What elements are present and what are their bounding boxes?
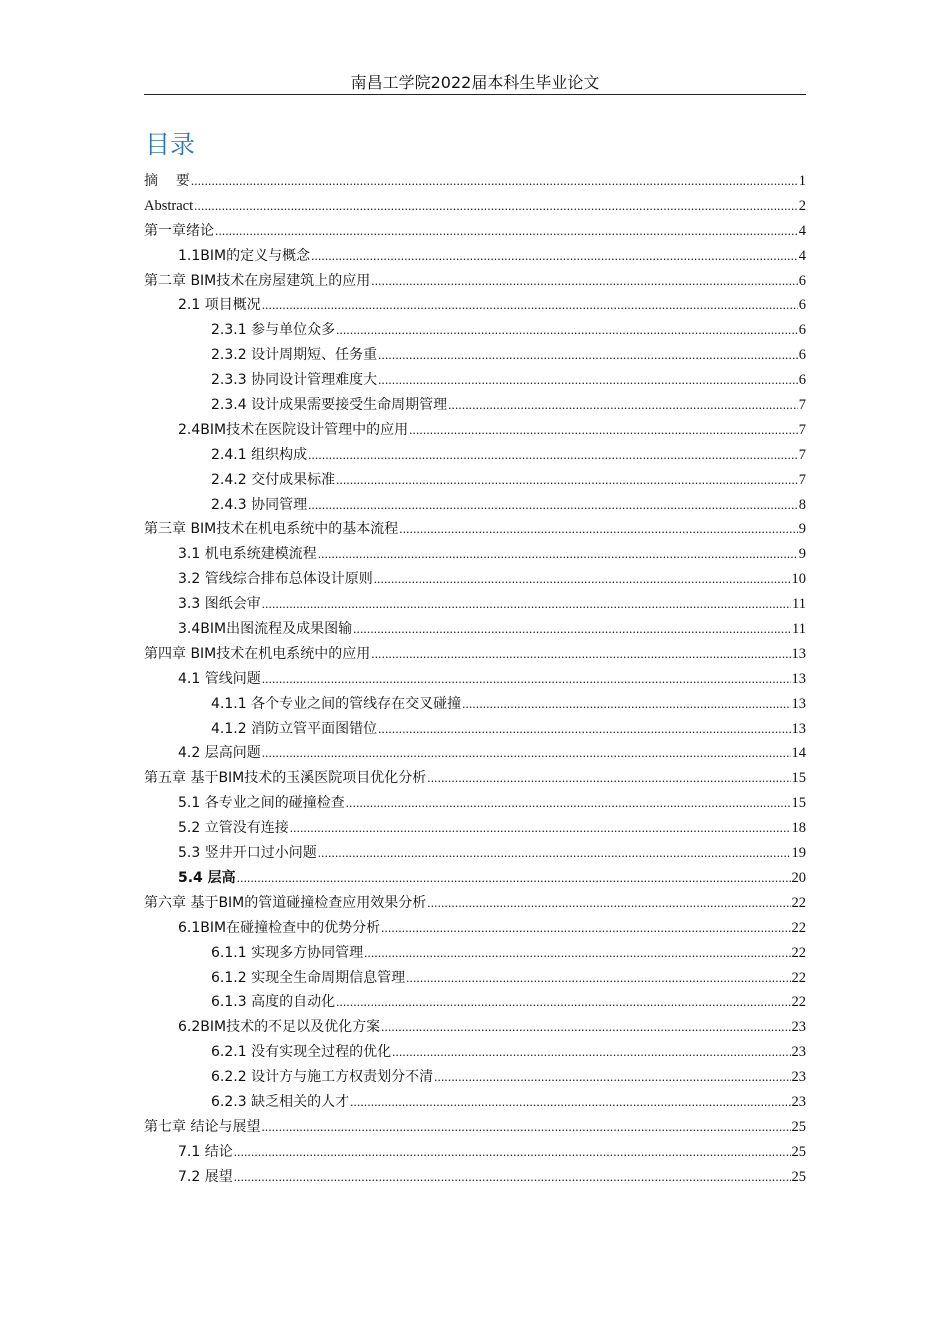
toc-page-number: 14 <box>791 745 806 762</box>
toc-leader-dots <box>336 468 798 493</box>
toc-entry[interactable] <box>144 443 806 468</box>
toc-entry[interactable] <box>144 1040 806 1065</box>
toc-page-number: 13 <box>791 645 806 662</box>
toc-leader-dots <box>378 717 790 742</box>
toc-entry-label: 2.4.1 组织构成 <box>211 446 308 463</box>
toc-leader-dots <box>215 219 798 244</box>
toc-entry[interactable] <box>144 791 806 816</box>
toc-leader-dots <box>378 343 798 368</box>
toc-entry-label: 5.3 竖井开口过小问题 <box>178 845 317 862</box>
header-rule <box>144 94 806 95</box>
toc-page-number: 11 <box>792 596 806 613</box>
toc-leader-dots <box>194 194 798 219</box>
toc-entry[interactable] <box>144 293 806 318</box>
toc-entry-label: 6.1.2 实现全生命周期信息管理 <box>211 969 406 986</box>
toc-entry-label: 2.3.3 协同设计管理难度大 <box>211 372 378 389</box>
toc-entry[interactable] <box>144 741 806 766</box>
table-of-contents <box>144 169 806 1190</box>
toc-entry-label: 5.2 立管没有连接 <box>178 820 289 837</box>
toc-entry[interactable] <box>144 816 806 841</box>
toc-leader-dots <box>262 667 791 692</box>
toc-leader-dots <box>237 866 791 891</box>
toc-leader-dots <box>311 244 798 269</box>
toc-entry[interactable] <box>144 1065 806 1090</box>
toc-entry[interactable] <box>144 1115 806 1140</box>
toc-leader-dots <box>308 493 798 518</box>
toc-page-number: 15 <box>791 795 806 812</box>
toc-page-number: 8 <box>798 496 806 513</box>
toc-entry[interactable] <box>144 393 806 418</box>
toc-entry[interactable] <box>144 194 806 219</box>
toc-entry[interactable] <box>144 891 806 916</box>
toc-entry[interactable] <box>144 941 806 966</box>
toc-entry-label: 第四章 BIM技术在机电系统中的应用 <box>144 645 371 662</box>
toc-entry-label: 3.3 图纸会审 <box>178 596 261 613</box>
toc-leader-dots <box>318 841 791 866</box>
toc-leader-dots <box>350 1090 790 1115</box>
toc-page-number: 22 <box>791 994 806 1011</box>
toc-page-number: 7 <box>798 471 806 488</box>
toc-page-number: 4 <box>798 247 806 264</box>
toc-page-number: 22 <box>791 944 806 961</box>
toc-page-number: 13 <box>791 720 806 737</box>
toc-entry[interactable] <box>144 468 806 493</box>
toc-entry[interactable] <box>144 841 806 866</box>
page-header: 南昌工学院2022届本科生毕业论文 <box>350 73 600 92</box>
toc-entry-label: 3.1 机电系统建模流程 <box>178 546 317 563</box>
toc-page-number: 18 <box>791 820 806 837</box>
toc-entry-label: 4.1 管线问题 <box>178 670 261 687</box>
toc-page-number: 19 <box>791 845 806 862</box>
toc-entry-label: 2.3.2 设计周期短、任务重 <box>211 347 378 364</box>
toc-entry[interactable] <box>144 343 806 368</box>
toc-entry-label: 6.1.1 实现多方协同管理 <box>211 944 364 961</box>
toc-entry-label: Abstract <box>144 197 194 214</box>
toc-page-number: 9 <box>798 521 806 538</box>
toc-entry-label: 第三章 BIM技术在机电系统中的基本流程 <box>144 521 399 538</box>
toc-page-number: 15 <box>791 770 806 787</box>
toc-entry-label: 4.1.1 各个专业之间的管线存在交叉碰撞 <box>211 695 462 712</box>
toc-entry-label: 2.4.3 协同管理 <box>211 496 308 513</box>
toc-entry-label: 2.4BIM技术在医院设计管理中的应用 <box>178 421 409 438</box>
toc-page-number: 23 <box>791 1019 806 1036</box>
toc-entry-label: 4.1.2 消防立管平面图错位 <box>211 720 378 737</box>
toc-entry[interactable] <box>144 617 806 642</box>
toc-page-number: 1 <box>798 173 806 189</box>
toc-entry[interactable] <box>144 169 806 194</box>
toc-page-number: 25 <box>791 1118 806 1135</box>
toc-page-number: 23 <box>791 1093 806 1110</box>
toc-entry-label: 6.1BIM在碰撞检查中的优势分析 <box>178 919 381 936</box>
toc-leader-dots <box>261 1115 790 1140</box>
toc-entry[interactable] <box>144 916 806 941</box>
toc-entry[interactable] <box>144 966 806 991</box>
toc-leader-dots <box>434 1065 790 1090</box>
toc-page-number: 6 <box>798 347 806 364</box>
toc-leader-dots <box>381 1015 790 1040</box>
toc-page-number: 10 <box>791 571 806 588</box>
toc-entry[interactable] <box>144 1165 806 1190</box>
toc-entry[interactable] <box>144 766 806 791</box>
toc-leader-dots <box>381 916 790 941</box>
toc-page-number: 6 <box>798 322 806 339</box>
toc-leader-dots <box>262 293 798 318</box>
toc-entry[interactable] <box>144 990 806 1015</box>
toc-page-number: 7 <box>798 421 806 438</box>
toc-entry-label: 摘 要 <box>144 173 190 189</box>
toc-entry-label: 2.3.1 参与单位众多 <box>211 322 336 339</box>
toc-entry-label: 第五章 基于BIM技术的玉溪医院项目优化分析 <box>144 770 427 787</box>
toc-leader-dots <box>392 1040 790 1065</box>
toc-leader-dots <box>427 891 790 916</box>
toc-leader-dots <box>191 169 798 194</box>
toc-page-number: 4 <box>798 222 806 239</box>
toc-entry[interactable] <box>144 542 806 567</box>
toc-entry[interactable] <box>144 642 806 667</box>
toc-entry-label: 6.2.2 设计方与施工方权责划分不清 <box>211 1069 434 1086</box>
toc-page-number: 2 <box>798 197 806 214</box>
toc-leader-dots <box>234 1140 791 1165</box>
toc-entry[interactable] <box>144 866 806 891</box>
toc-entry-label: 7.2 展望 <box>178 1168 233 1185</box>
toc-entry[interactable] <box>144 592 806 617</box>
toc-leader-dots <box>371 642 790 667</box>
toc-page-number: 23 <box>791 1069 806 1086</box>
toc-entry-label: 第二章 BIM技术在房屋建筑上的应用 <box>144 272 371 289</box>
toc-entry[interactable] <box>144 269 806 294</box>
toc-entry-label: 第一章绪论 <box>144 222 214 239</box>
toc-entry-label: 6.2.1 没有实现全过程的优化 <box>211 1044 392 1061</box>
toc-entry[interactable] <box>144 517 806 542</box>
toc-entry-label: 2.4.2 交付成果标准 <box>211 471 336 488</box>
toc-entry[interactable] <box>144 1090 806 1115</box>
toc-page-number: 22 <box>791 894 806 911</box>
toc-page-number: 22 <box>791 969 806 986</box>
toc-entry[interactable] <box>144 567 806 592</box>
toc-leader-dots <box>336 318 798 343</box>
toc-entry-label: 3.4BIM出图流程及成果图输 <box>178 621 353 638</box>
toc-page-number: 13 <box>791 695 806 712</box>
toc-entry-label: 5.1 各专业之间的碰撞检查 <box>178 795 345 812</box>
toc-entry[interactable] <box>144 667 806 692</box>
toc-leader-dots <box>353 617 791 642</box>
toc-entry-label: 6.2BIM技术的不足以及优化方案 <box>178 1019 381 1036</box>
toc-leader-dots <box>308 443 798 468</box>
toc-page-number: 22 <box>791 919 806 936</box>
toc-entry[interactable] <box>144 219 806 244</box>
toc-page-number: 7 <box>798 397 806 414</box>
toc-leader-dots <box>406 966 790 991</box>
toc-leader-dots <box>462 692 790 717</box>
toc-leader-dots <box>262 741 791 766</box>
toc-page-number: 20 <box>791 869 806 886</box>
toc-entry[interactable] <box>144 717 806 742</box>
toc-leader-dots <box>290 816 791 841</box>
toc-entry-label: 7.1 结论 <box>178 1143 233 1160</box>
toc-leader-dots <box>448 393 798 418</box>
toc-entry[interactable] <box>144 493 806 518</box>
toc-page-number: 25 <box>791 1143 806 1160</box>
toc-title: 目录 <box>145 130 196 159</box>
toc-entry-label: 第七章 结论与展望 <box>144 1118 261 1135</box>
toc-page-number: 11 <box>792 621 806 638</box>
toc-page-number: 13 <box>791 670 806 687</box>
toc-entry[interactable] <box>144 368 806 393</box>
toc-entry-label: 3.2 管线综合排布总体设计原则 <box>178 571 373 588</box>
toc-entry[interactable] <box>144 692 806 717</box>
toc-page-number: 6 <box>798 272 806 289</box>
toc-leader-dots <box>262 592 791 617</box>
toc-page-number: 7 <box>798 446 806 463</box>
toc-leader-dots <box>374 567 791 592</box>
toc-entry-label: 5.4 层高 <box>178 869 236 886</box>
toc-entry[interactable] <box>144 1015 806 1040</box>
toc-leader-dots <box>336 990 790 1015</box>
toc-entry[interactable] <box>144 318 806 343</box>
toc-leader-dots <box>318 542 798 567</box>
toc-leader-dots <box>399 517 797 542</box>
toc-page-number: 25 <box>791 1168 806 1185</box>
toc-entry[interactable] <box>144 1140 806 1165</box>
toc-page-number: 6 <box>798 372 806 389</box>
toc-leader-dots <box>378 368 798 393</box>
toc-entry-label: 2.1 项目概况 <box>178 297 261 314</box>
toc-entry[interactable] <box>144 418 806 443</box>
toc-entry-label: 6.2.3 缺乏相关的人才 <box>211 1093 350 1110</box>
toc-entry-label: 4.2 层高问题 <box>178 745 261 762</box>
toc-leader-dots <box>371 269 797 294</box>
toc-entry-label: 2.3.4 设计成果需要接受生命周期管理 <box>211 397 448 414</box>
toc-entry-label: 1.1BIM的定义与概念 <box>178 247 311 264</box>
toc-entry[interactable] <box>144 244 806 269</box>
toc-leader-dots <box>427 766 790 791</box>
toc-leader-dots <box>346 791 791 816</box>
toc-page-number: 9 <box>798 546 806 563</box>
toc-page-number: 23 <box>791 1044 806 1061</box>
toc-leader-dots <box>409 418 798 443</box>
toc-page-number: 6 <box>798 297 806 314</box>
toc-entry-label: 第六章 基于BIM的管道碰撞检查应用效果分析 <box>144 894 427 911</box>
toc-leader-dots <box>234 1165 791 1190</box>
toc-entry-label: 6.1.3 高度的自动化 <box>211 994 336 1011</box>
toc-leader-dots <box>364 941 790 966</box>
